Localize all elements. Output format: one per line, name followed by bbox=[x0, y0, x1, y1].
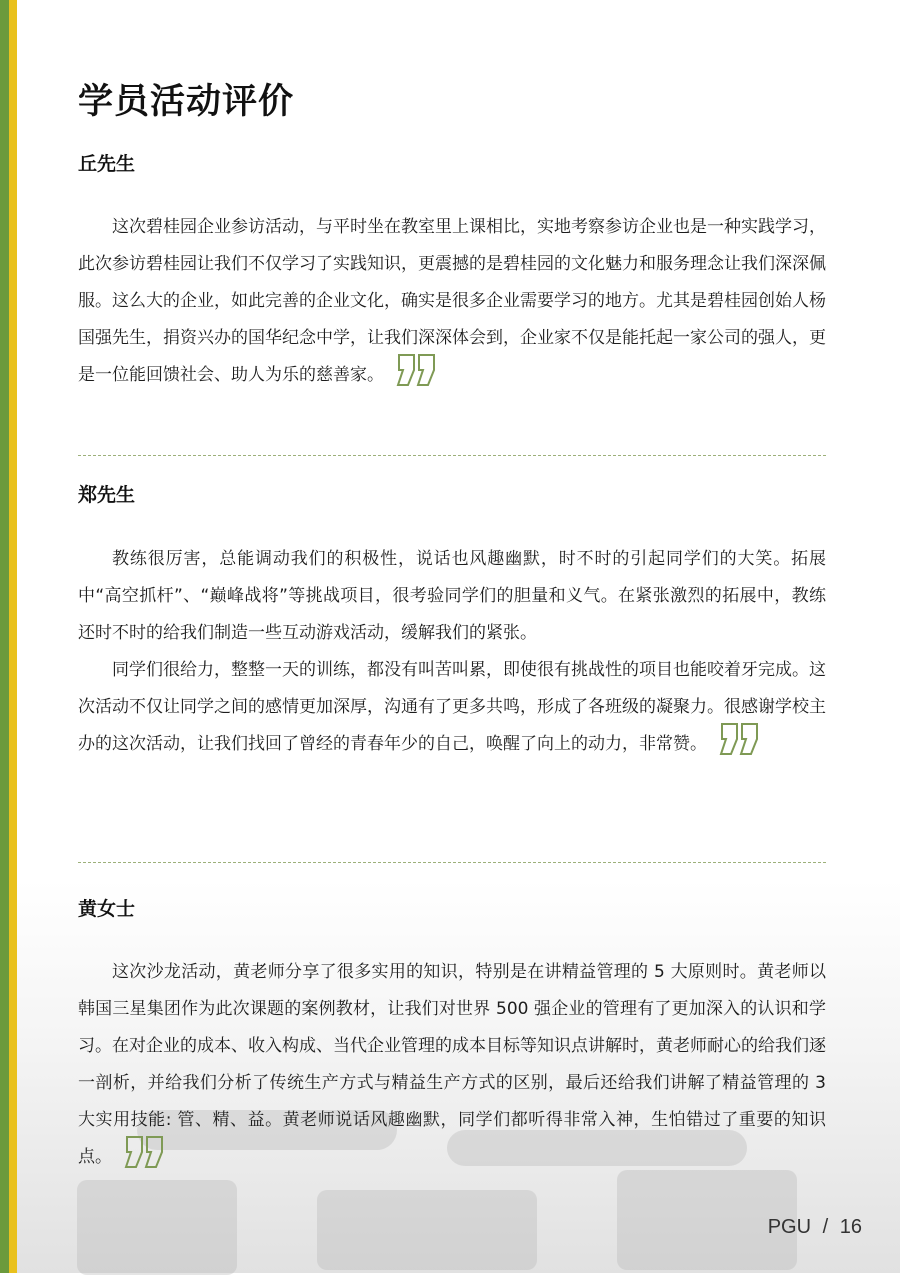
review-paragraph: 这次碧桂园企业参访活动，与平时坐在教室里上课相比，实地考察参访企业也是一种实践学习，此次参访碧桂园让我们不仅学习了实践知识，更震撼的是碧桂园的文化魅力和服务理念让我们深深佩服。这么大的企业，如此完善的企业文化，确实是很多企业需要学习的地方。尤其是碧桂园创始人杨国强先生，捐资兴办的国华纪念中学，让我们深深体会到，企业家不仅是能托起一家公司的强人，更是一位能回馈社会、助人为乐的慈善家。 bbox=[78, 217, 826, 385]
footer-brand: PGU bbox=[767, 1216, 812, 1238]
review-paragraph: 教练很厉害，总能调动我们的积极性，说话也风趣幽默，时不时的引起同学们的大笑。拓展中“高空抓杆”、“巅峰战将”等挑战项目，很考验同学们的胆量和义气。在紧张激烈的拓展中，教练还时不时的给我们制造一些互动游戏活动，缓解我们的紧张。 bbox=[78, 549, 826, 643]
quote-mark-icon bbox=[717, 722, 761, 756]
left-yellow-bar bbox=[9, 0, 17, 1273]
quote-mark-icon bbox=[122, 1135, 166, 1169]
review-zheng bbox=[78, 482, 826, 763]
review-huang bbox=[78, 896, 826, 1176]
footer-separator: / bbox=[822, 1216, 829, 1238]
page-title: 学员活动评价 bbox=[78, 82, 295, 122]
reviewer-name: 黄女士 bbox=[78, 898, 136, 920]
quote-mark-icon bbox=[394, 353, 438, 387]
reviewer-name: 郑先生 bbox=[78, 484, 136, 506]
page-footer bbox=[768, 1216, 862, 1239]
review-paragraph: 这次沙龙活动，黄老师分享了很多实用的知识，特别是在讲精益管理的 5 大原则时。黄老师以韩国三星集团作为此次课题的案例教材，让我们对世界 500 强企业的管理有了更加深入的认识和学习。在对企业的成本、收入构成、当代企业管理的成本目标等知识点讲解时，黄老师耐心的给我们逐一剖析，并给我们分析了传统生产方式与精益生产方式的区别，最后还给我们讲解了精益管理的 3 大实用技能: 管、精、益。黄老师说话风趣幽默，同学们都听得非常入神，生怕错过了重要的知识点。 bbox=[78, 962, 826, 1167]
left-green-bar bbox=[0, 0, 9, 1273]
reviewer-name: 丘先生 bbox=[78, 153, 136, 175]
review-qiu bbox=[78, 151, 826, 394]
section-divider bbox=[78, 455, 826, 456]
page-number: 16 bbox=[839, 1216, 862, 1238]
review-paragraph: 同学们很给力，整整一天的训练，都没有叫苦叫累，即使很有挑战性的项目也能咬着牙完成。这次活动不仅让同学之间的感情更加深厚，沟通有了更多共鸣，形成了各班级的凝聚力。很感谢学校主办的这次活动，让我们找回了曾经的青春年少的自己，唤醒了向上的动力，非常赞。 bbox=[78, 660, 826, 754]
section-divider bbox=[78, 862, 826, 863]
